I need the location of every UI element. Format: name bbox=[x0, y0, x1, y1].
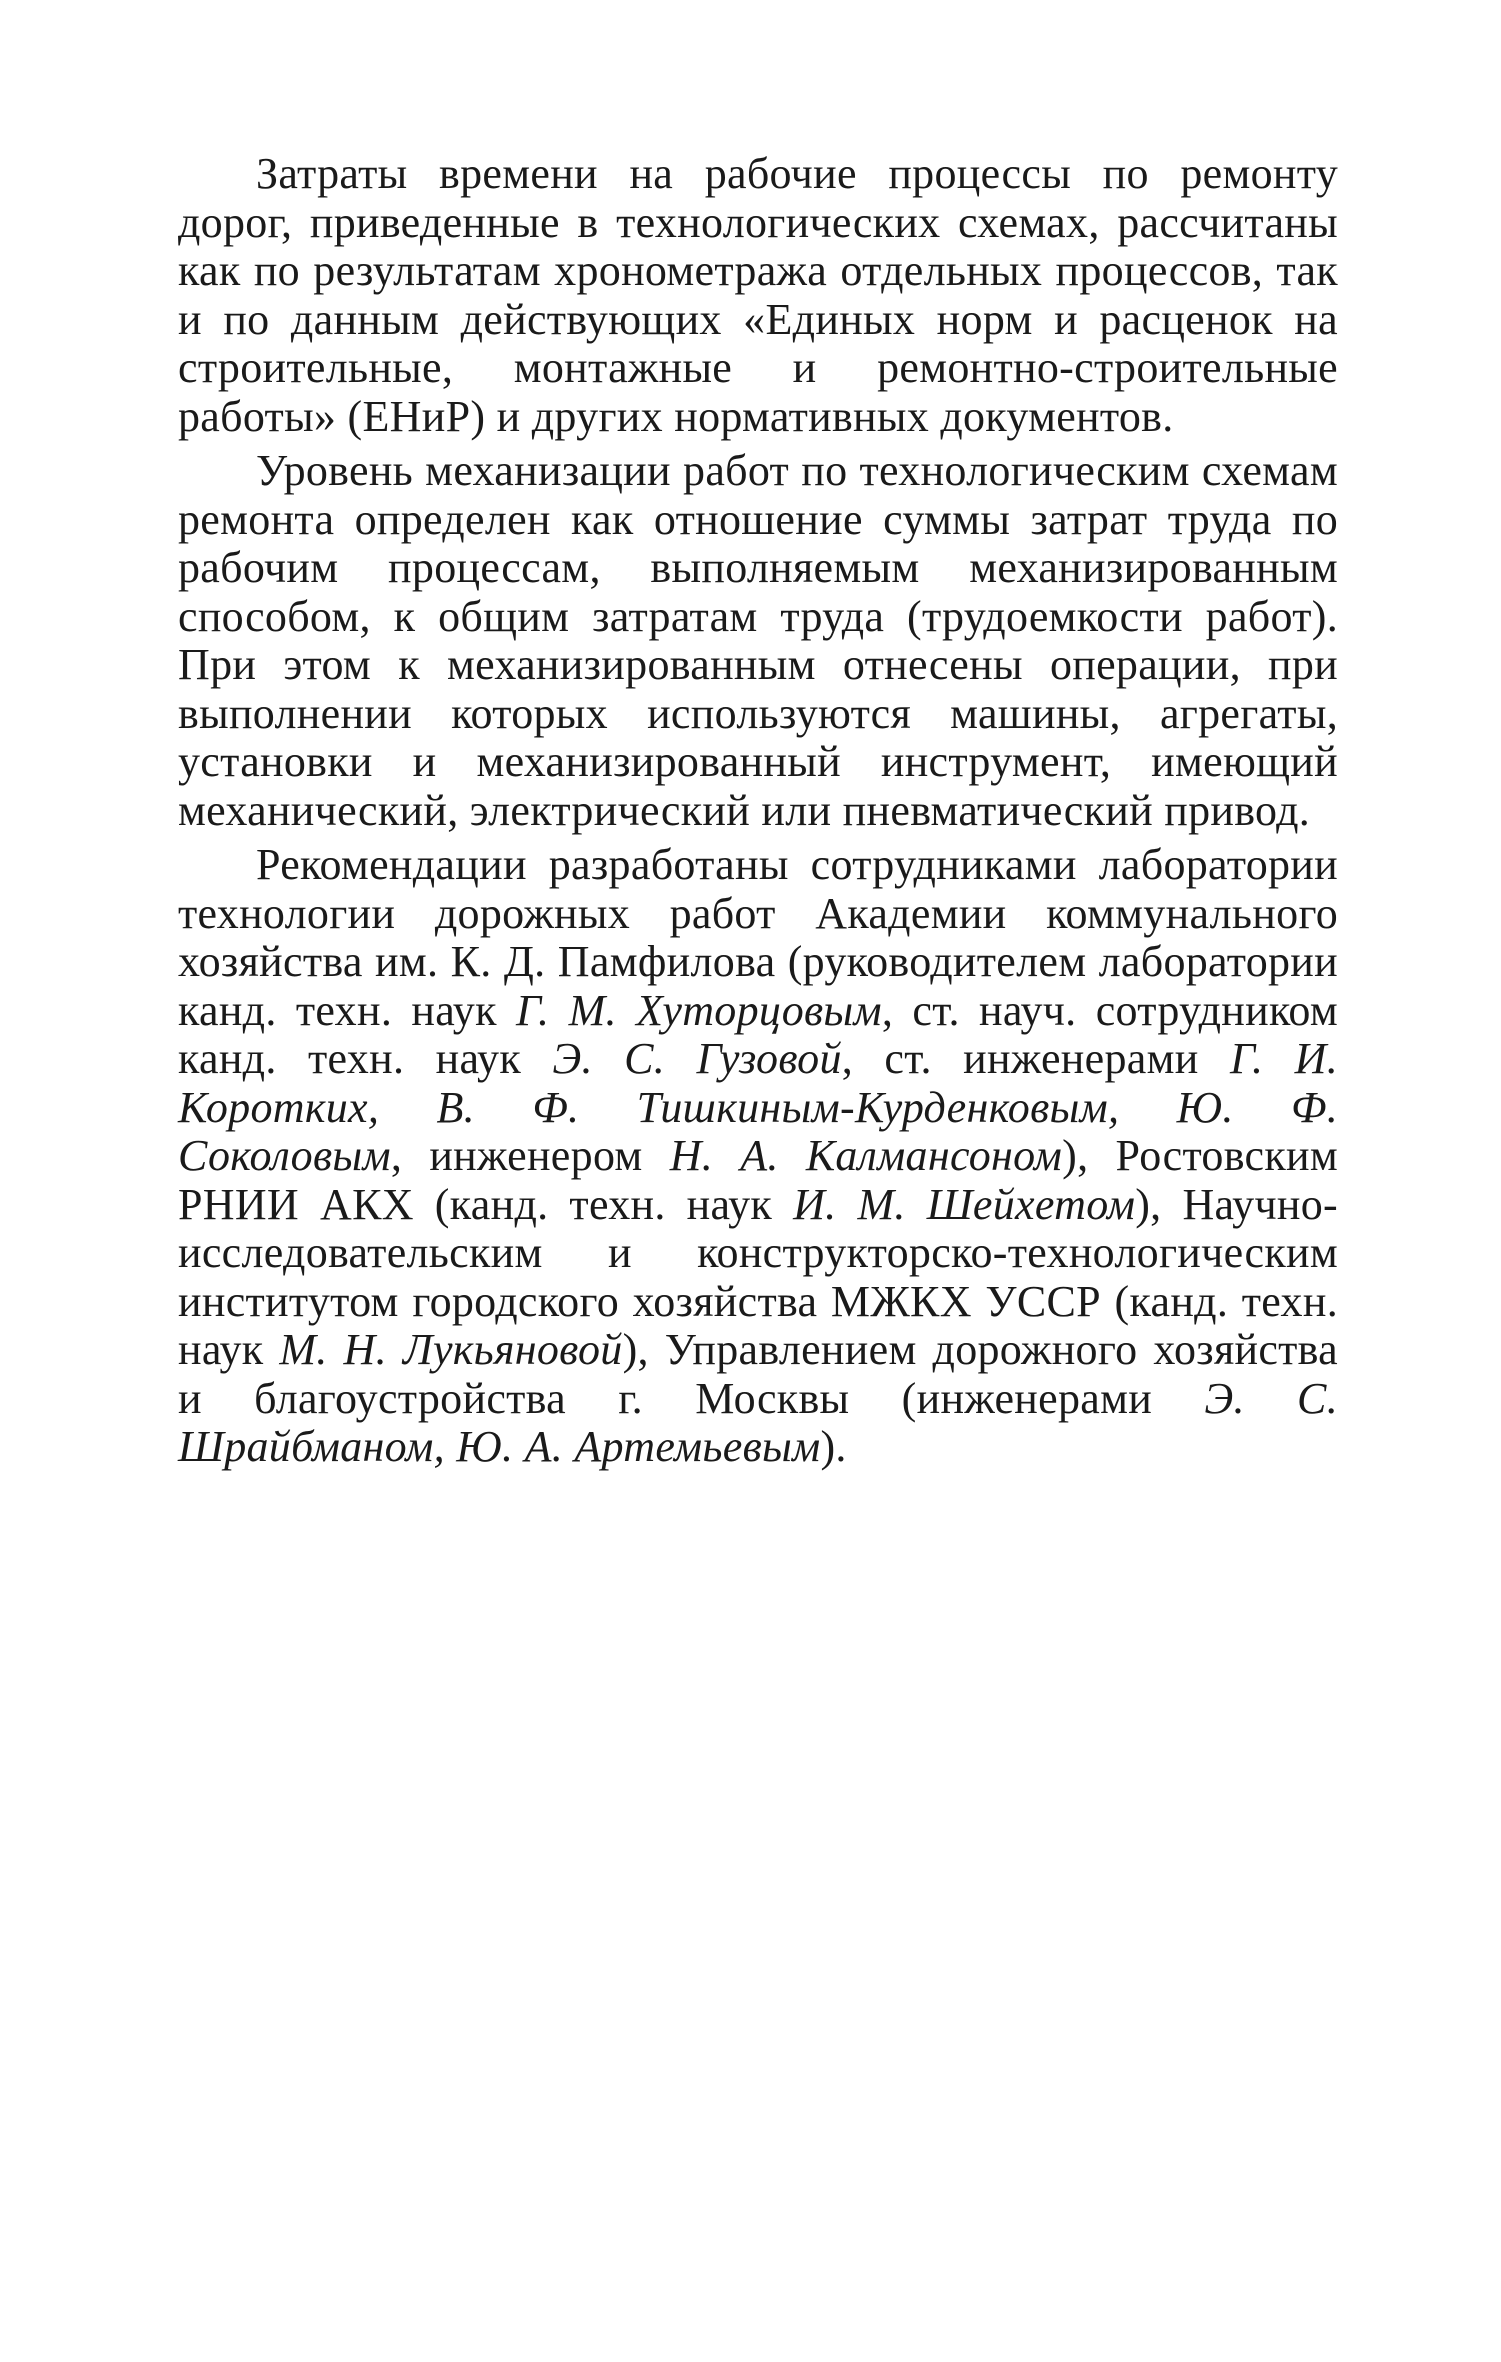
author-name: И. М. Шейхетом bbox=[793, 1179, 1136, 1229]
paragraph-text: Рекомендации разработаны сотрудниками лаборатории технологии дорожных работ Академии коммунального хозяйства им. К. Д. Памфилова (руководителем лаборатории канд. техн. наук bbox=[178, 840, 1338, 1035]
paragraph-mechanization-level bbox=[178, 447, 1338, 835]
paragraph-text: ), Ростовским РНИИ АКХ (канд. техн. наук bbox=[178, 1131, 1339, 1229]
author-name: Э. С. Гузовой bbox=[552, 1034, 842, 1083]
paragraph-text: , ст. науч. сотрудником канд. техн. наук bbox=[178, 985, 1339, 1083]
paragraph-text: Уровень механизации работ по технологическим схемам ремонта определен как отношение суммы затрат труда по рабочим процессам, выполняемым механизированным способом, к общим затратам труда (трудоемкости работ). При этом к механизированным отнесены операции, при выполнении которых используются машины, агрегаты, установки и механизированный инструмент, имеющий механический, электрический или пневматический привод. bbox=[178, 446, 1338, 835]
paragraph-time-costs bbox=[178, 150, 1338, 441]
author-name: Г. И. Коротких, В. Ф. Тишкиным-Курденковым, Ю. Ф. Соколовым bbox=[178, 1034, 1338, 1180]
paragraph-text: ), Управлением дорожного хозяйства и благоустройства г. Москвы (инженерами bbox=[178, 1325, 1339, 1423]
paragraph-text: ). bbox=[820, 1422, 847, 1471]
text-body bbox=[178, 150, 1338, 1472]
paragraph-text: ), Научно-исследовательским и конструкторско-технологическим институтом городского хозяйства МЖКХ УССР (канд. техн. наук bbox=[178, 1179, 1338, 1374]
author-name: М. Н. Лукьяновой bbox=[279, 1325, 623, 1374]
author-name: Э. С. Шрайбманом, Ю. А. Артемьевым bbox=[178, 1373, 1338, 1471]
author-name: Н. А. Калмансоном bbox=[669, 1131, 1063, 1180]
paragraph-text: , инженером bbox=[390, 1131, 670, 1180]
paragraph-authors bbox=[178, 841, 1338, 1472]
paragraph-text: Затраты времени на рабочие процессы по ремонту дорог, приведенные в технологических схемах, рассчитаны как по результатам хронометража отдельных процессов, так и по данным действующих «Единых норм и расценок на строительные, монтажные и ремонтно-строительные работы» (ЕНиР) и других нормативных документов. bbox=[178, 149, 1338, 441]
paragraph-text: , ст. инженерами bbox=[841, 1034, 1230, 1083]
author-name: Г. М. Хуторцовым bbox=[516, 985, 882, 1035]
